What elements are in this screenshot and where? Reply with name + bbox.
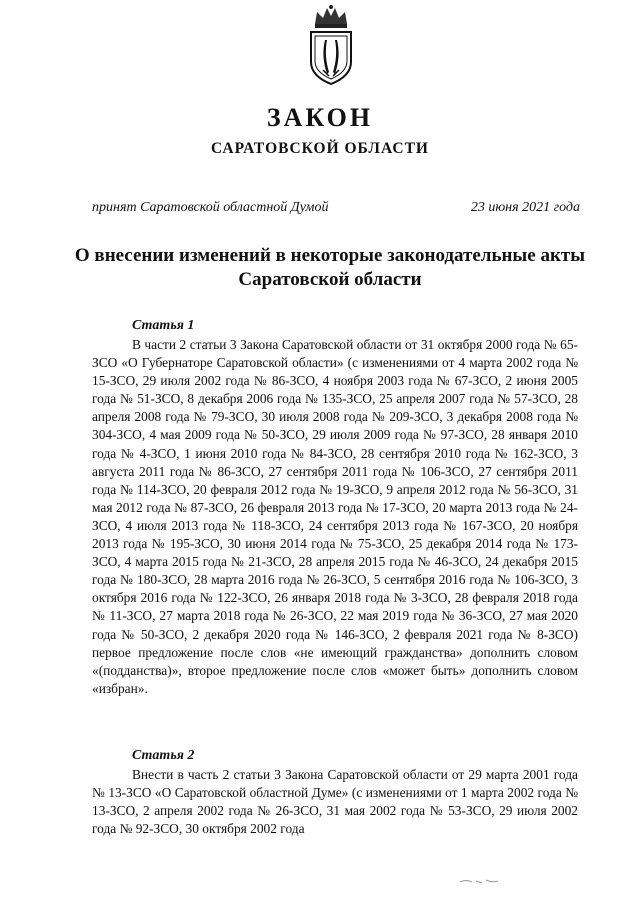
- adoption-line: [92, 200, 580, 216]
- document-subtitle: САРАТОВСКОЙ ОБЛАСТИ: [211, 140, 429, 157]
- law-title: О внесении изменений в некоторые законодательные акты Саратовской области: [74, 245, 586, 290]
- article-2-text: Внести в часть 2 статьи 3 Закона Саратовской области от 29 марта 2001 года № 13-ЗСО «О Саратовской областной Думе» (с изменениями от 1 марта 2002 года № 13-ЗСО, 2 апреля 2002 года № 26-ЗСО, 31 мая 2002 года № 53-ЗСО, 29 июля 2002 года № 92-ЗСО, 30 октября 2002 года: [92, 767, 578, 837]
- article-1-title: Статья 1: [132, 318, 195, 333]
- coat-of-arms-icon: [303, 4, 359, 86]
- adopted-date: 23 июня 2021 года: [470, 200, 580, 215]
- document-title: ЗАКОН: [266, 103, 374, 132]
- scan-mark-icon: [458, 876, 502, 886]
- adopted-by: принят Саратовской областной Думой: [92, 200, 329, 215]
- article-1-text: В части 2 статьи 3 Закона Саратовской области от 31 октября 2000 года № 65-ЗСО «О Губернаторе Саратовской области» (с изменениями от 4 марта 2002 года № 15-ЗСО, 29 июля 2002 года № 86-ЗСО, 4 ноября 2003 года № 67-ЗСО, 2 июня 2005 года № 51-ЗСО, 8 декабря 2006 года № 135-ЗСО, 25 апреля 2007 года № 57-ЗСО, 28 апреля 2008 года № 79-ЗСО, 30 июля 2008 года № 209-ЗСО, 3 декабря 2008 года № 304-ЗСО, 4 мая 2009 года № 50-ЗСО, 29 июля 2009 года № 97-ЗСО, 28 января 2010 года № 4-ЗСО, 1 июня 2010 года № 84-ЗСО, 28 сентября 2010 года № 162-ЗСО, 3 августа 2011 года № 86-ЗСО, 27 сентября 2011 года № 106-ЗСО, 27 сентября 2011 года № 114-ЗСО, 20 февраля 2012 года № 19-ЗСО, 9 апреля 2012 года № 56-ЗСО, 31 мая 2012 года № 87-ЗСО, 26 февраля 2013 года № 17-ЗСО, 20 марта 2013 года № 24-ЗСО, 4 июля 2013 года № 118-ЗСО, 24 сентября 2013 года № 167-ЗСО, 20 ноября 2013 года № 195-ЗСО, 30 июня 2014 года № 75-ЗСО, 25 декабря 2014 года № 173-ЗСО, 4 марта 2015 года № 21-ЗСО, 28 апреля 2015 года № 46-ЗСО, 24 декабря 2015 года № 180-ЗСО, 28 марта 2016 года № 26-ЗСО, 5 сентября 2016 года № 106-ЗСО, 3 октября 2016 года № 122-ЗСО, 26 января 2018 года № 3-ЗСО, 28 февраля 2018 года № 11-ЗСО, 27 марта 2018 года № 26-ЗСО, 22 мая 2019 года № 36-ЗСО, 27 мая 2020 года № 50-ЗСО, 2 декабря 2020 года № 146-ЗСО, 2 февраля 2021 года № 8-ЗСО) первое предложение после слов «не имеющий гражданства» дополнить словом «(подданства)», второе предложение после слов «может быть» дополнить словом «избран».: [92, 337, 578, 696]
- article-2-title: Статья 2: [132, 748, 195, 763]
